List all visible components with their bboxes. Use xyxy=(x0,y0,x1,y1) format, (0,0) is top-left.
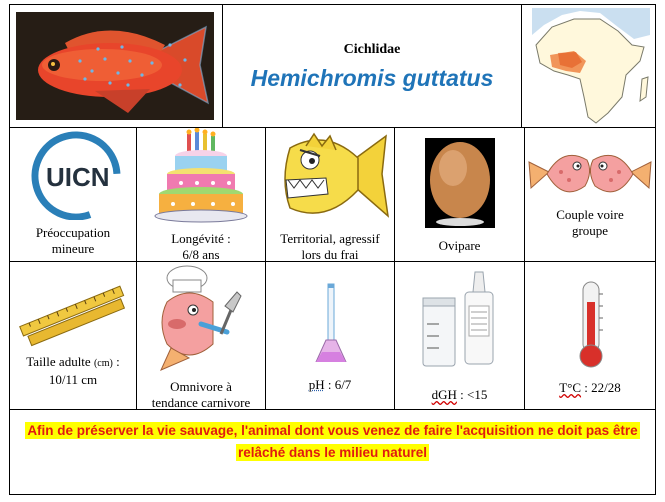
size-label-line1 xyxy=(10,354,136,372)
distribution-map-cell xyxy=(522,5,655,127)
egg-icon xyxy=(395,128,525,228)
species-title-cell xyxy=(223,5,522,127)
uicn-logo xyxy=(10,130,137,220)
cell-temperature xyxy=(525,262,655,409)
temperature-label-value: : 22/28 xyxy=(581,380,621,395)
cell-social xyxy=(525,128,655,261)
behaviour-label-line2: lors du frai xyxy=(301,247,359,261)
warning-line2: relâché dans le milieu naturel xyxy=(237,445,428,460)
dgh-label-key: dGH xyxy=(431,387,457,402)
size-label-line2: 10/11 cm xyxy=(48,372,98,387)
fish-photo-cell xyxy=(10,5,223,127)
cell-conservation xyxy=(10,128,137,261)
behaviour-label-line1: Territorial, agressif xyxy=(280,231,380,246)
species-name: Hemichromis guttatus xyxy=(250,65,494,91)
reproduction-label-line1: Ovipare xyxy=(438,238,481,253)
angry-fish-icon xyxy=(266,128,395,228)
traits-row-1 xyxy=(10,128,655,262)
ph-label-value: : 6/7 xyxy=(324,377,352,392)
social-label-line1: Couple voire xyxy=(556,207,624,222)
longevity-label xyxy=(137,231,265,261)
diet-label-line2: tendance carnivore xyxy=(151,395,251,409)
ph-label xyxy=(266,377,394,393)
size-label-prefix: Taille adulte xyxy=(26,354,94,369)
size-label-unit: (cm) xyxy=(93,358,113,369)
ruler-icon xyxy=(10,272,137,362)
temperature-label-key: T°C xyxy=(559,380,582,395)
diet-label xyxy=(137,379,265,409)
africa-map xyxy=(522,5,655,127)
cell-size xyxy=(10,262,137,409)
cell-dgh xyxy=(395,262,525,409)
birthday-cake-icon xyxy=(137,128,266,228)
longevity-label-line2: 6/8 ans xyxy=(182,247,220,261)
conservation-label-line2: mineure xyxy=(51,241,95,256)
conservation-label-line1: Préoccupation xyxy=(35,225,111,240)
social-label-line2: groupe xyxy=(571,223,609,238)
dgh-label-value: : <15 xyxy=(456,387,488,402)
dgh-label xyxy=(395,387,524,403)
cell-diet xyxy=(137,262,266,409)
cell-reproduction xyxy=(395,128,525,261)
uicn-logo-text: UICN xyxy=(46,162,110,192)
chef-fish-icon xyxy=(137,262,266,374)
fact-sheet xyxy=(9,4,656,495)
header-row xyxy=(10,5,655,128)
ph-label-key: pH xyxy=(308,377,325,392)
fish-couple-icon xyxy=(525,132,655,212)
fish-photo xyxy=(10,5,223,127)
warning-line1: Afin de préserver la vie sauvage, l'animal dont vous venez de faire l'acquisition ne doit pas être xyxy=(27,423,638,438)
size-label-suffix: : xyxy=(112,354,120,369)
flask-icon xyxy=(266,262,395,362)
cell-behaviour xyxy=(266,128,395,261)
cell-longevity xyxy=(137,128,266,261)
reproduction-label xyxy=(395,238,524,254)
longevity-label-line1: Longévité : xyxy=(171,231,231,246)
traits-row-2 xyxy=(10,262,655,410)
conservation-label xyxy=(10,225,136,257)
temperature-label xyxy=(525,380,655,396)
release-warning xyxy=(10,420,655,464)
cell-ph xyxy=(266,262,395,409)
thermometer-icon xyxy=(525,262,655,374)
test-kit-icon xyxy=(395,262,525,374)
social-label xyxy=(525,207,655,239)
family-name: Cichlidae xyxy=(343,42,401,57)
diet-label-line1: Omnivore à xyxy=(170,379,232,394)
size-label xyxy=(10,354,136,388)
behaviour-label xyxy=(266,231,394,261)
